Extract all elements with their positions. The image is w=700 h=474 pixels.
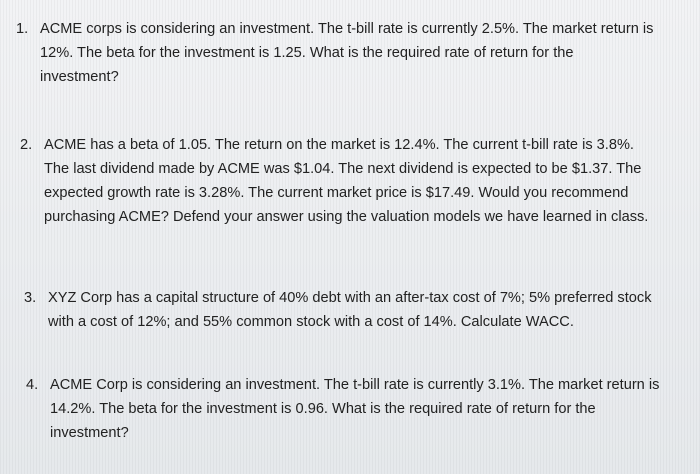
question-3	[24, 286, 664, 334]
question-number: 1.	[16, 21, 29, 37]
question-number: 4.	[26, 377, 39, 393]
question-1	[16, 17, 656, 89]
question-2	[20, 133, 660, 229]
question-text: ACME Corp is considering an investment. The t-bill rate is currently 3.1%. The market return is 14.2%. The beta for the investment is 0.96. What is the required rate of return for the investment?	[50, 377, 660, 441]
question-number: 3.	[24, 290, 37, 306]
question-text: XYZ Corp has a capital structure of 40% debt with an after-tax cost of 7%; 5% preferred stock with a cost of 12%; and 55% common stock with a cost of 14%. Calculate WACC.	[48, 290, 652, 330]
question-text: ACME has a beta of 1.05. The return on the market is 12.4%. The current t-bill rate is 3.8%. The last dividend made by ACME was $1.04. The next dividend is expected to be $1.37. The expected growth rate is 3.28%. The current market price is $17.49. Would you recommend purchasing ACME? Defend your answer using the valuation models we have learned in class.	[44, 137, 649, 225]
question-number: 2.	[20, 137, 33, 153]
question-4	[26, 373, 666, 445]
question-text: ACME corps is considering an investment. The t-bill rate is currently 2.5%. The market return is 12%. The beta for the investment is 1.25. What is the required rate of return for the investment?	[40, 21, 654, 85]
